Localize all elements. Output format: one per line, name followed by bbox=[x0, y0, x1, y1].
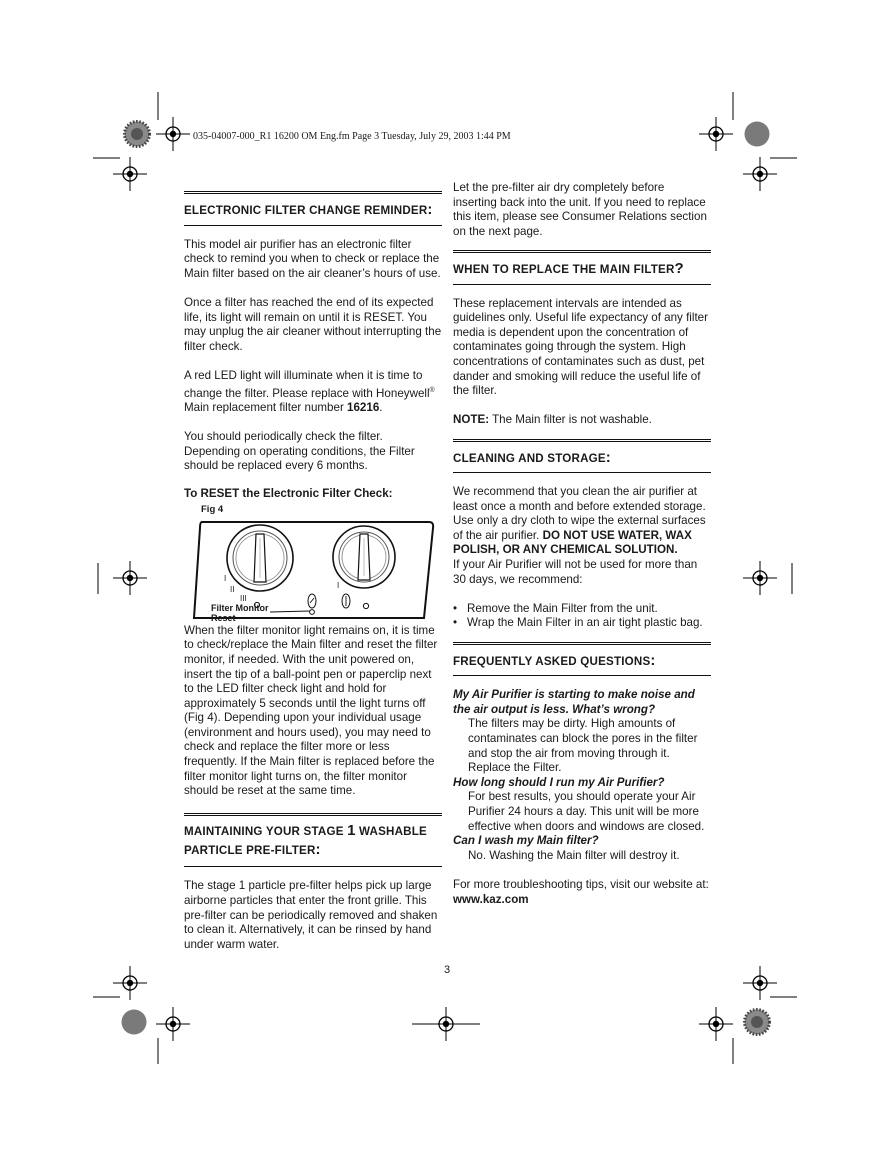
faq-question: My Air Purifier is starting to make noise and the air output is less. What’s wrong? bbox=[453, 688, 695, 716]
heading-prefilter: MAINTAINING YOUR STAGE 1 WASHABLE PARTICLE PRE-FILTER: bbox=[184, 816, 442, 867]
paragraph: These replacement intervals are intended as guidelines only. Useful life expectancy of any filter media is dependent upon the concentration of contaminates going through the system. High concentrations of contaminates such as dust, pet dander and smoking will reduce the useful life of the filter. bbox=[453, 296, 708, 398]
right-column bbox=[453, 181, 711, 907]
speed-mark-2: II bbox=[230, 584, 235, 594]
tips-text: For more troubleshooting tips, visit our website at: bbox=[453, 877, 709, 891]
paragraph: If your Air Purifier will not be used for more than 30 days, we recommend: bbox=[453, 558, 698, 586]
speed-mark-1: I bbox=[224, 573, 227, 583]
heading-faq: FREQUENTLY ASKED QUESTIONS: bbox=[453, 645, 711, 677]
faq-question: Can I wash my Main filter? bbox=[453, 834, 599, 848]
figure-label: Fig 4 bbox=[201, 504, 224, 516]
filter-monitor-label: Filter Monitor bbox=[211, 602, 269, 613]
reset-label: Reset bbox=[211, 612, 236, 623]
speed-mark-3: III bbox=[240, 593, 247, 603]
paragraph: Once a filter has reached the end of its expected life, its light will remain on until it is RESET. You may unplug the air cleaner without interrupting the filter check. bbox=[184, 295, 442, 353]
list-item: • Wrap the Main Filter in an air tight plastic bag. bbox=[453, 616, 711, 631]
heading-cleaning-storage: CLEANING AND STORAGE: bbox=[453, 442, 711, 474]
paragraph: Let the pre-filter air dry completely before inserting back into the unit. If you need to replace this item, please see Consumer Relations section on the next page. bbox=[453, 181, 707, 238]
faq-question: How long should I run my Air Purifier? bbox=[453, 775, 665, 789]
faq-answer: No. Washing the Main filter will destroy it. bbox=[468, 848, 680, 862]
page-number: 3 bbox=[444, 964, 451, 976]
faq-answer: The filters may be dirty. High amounts of contaminates can block the pores in the filter and stop the air from moving through it. Replace the Filter. bbox=[468, 717, 698, 775]
control-panel-figure bbox=[184, 520, 442, 623]
heading-when-to-replace: WHEN TO REPLACE THE MAIN FILTER? bbox=[453, 253, 711, 285]
paragraph: When the filter monitor light remains on, it is time to check/replace the Main filter and reset the filter monitor, if needed. With the unit powered on, insert the tip of a ball-point pen or paperclip next to the LED filter check light and hold for approximately 5 seconds until the light turns off (Fig 4). Depending upon your individual usage (environment and hours used), you may need to check and replace the filter more or less frequently. If the Main filter is replaced before the filter monitor light turns on, the filter monitor should be reset at the same time. bbox=[184, 623, 438, 798]
paragraph: This model air purifier has an electronic filter check to remind you when to check or replace the Main filter based on the air cleaner’s hours of use. bbox=[184, 237, 441, 280]
reset-heading: To RESET the Electronic Filter Check: bbox=[184, 486, 393, 500]
list-item: • Remove the Main Filter from the unit. bbox=[453, 602, 711, 617]
print-slug: 035-04007-000_R1 16200 OM Eng.fm Page 3 Tuesday, July 29, 2003 1:44 PM bbox=[193, 131, 511, 142]
left-column bbox=[184, 191, 442, 967]
faq-list bbox=[453, 688, 711, 863]
paragraph: A red LED light will illuminate when it is time to change the filter. Please replace with Honeywell® Main replacement filter number 16216. bbox=[184, 368, 435, 414]
timer-mark-1: I bbox=[337, 580, 340, 590]
paragraph: You should periodically check the filter. Depending on operating conditions, the Filter should be replaced every 6 months. bbox=[184, 430, 415, 473]
paragraph: We recommend that you clean the air purifier at least once a month and before extended storage. Use only a dry cloth to wipe the external surfaces of the air purifier. DO NOT USE WATER, WAX POLISH, OR ANY CHEMICAL SOLUTION. bbox=[453, 485, 706, 557]
note: NOTE: The Main filter is not washable. bbox=[453, 413, 652, 427]
heading-filter-change-reminder: ELECTRONIC FILTER CHANGE REMINDER: bbox=[184, 194, 442, 226]
faq-answer: For best results, you should operate your Air Purifier 24 hours a day. This unit will be more effective when doors and windows are closed. bbox=[468, 790, 705, 833]
storage-list bbox=[453, 602, 711, 631]
website-link[interactable]: www.kaz.com bbox=[453, 892, 529, 906]
paragraph: The stage 1 particle pre-filter helps pick up large airborne particles that enter the front grille. This pre-filter can be periodically removed and shaken to clean it. Alternatively, it can be rinsed by hand under warm water. bbox=[184, 879, 438, 951]
